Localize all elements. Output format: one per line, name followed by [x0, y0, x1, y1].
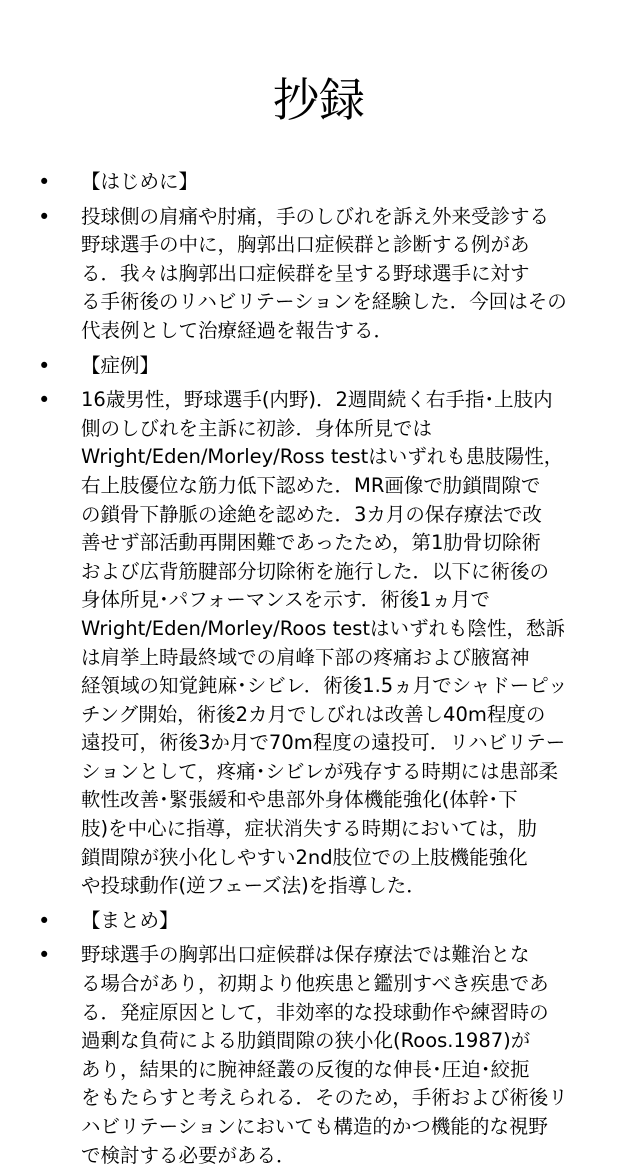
- bullet-line: 【はじめに】: [81, 170, 199, 193]
- bullet-line: 遠投可，術後3か月で70m程度の遠投可．リハビリテー: [81, 731, 566, 755]
- bullet-line: 鎖間隙が狭小化しやすい2nd肢位での上肢機能強化: [81, 845, 528, 869]
- bullet-text: [81, 907, 601, 936]
- bullet-line: をもたらすと考えられる．そのため，手術および術後リ: [81, 1086, 568, 1110]
- bullet-line: Wright/Eden/Morley/Roos testはいずれも陰性，愁訴: [81, 616, 566, 640]
- bullet-line: 【まとめ】: [81, 908, 179, 932]
- slide-title: 抄録: [273, 73, 365, 127]
- bullet-line: 野球選手の中に，胸郭出口症候群と診断する例があ: [81, 233, 530, 257]
- bullet-line: 過剰な負荷による肋鎖間隙の狭小化(Roos.1987)が: [81, 1029, 531, 1053]
- bullet-item: [0, 352, 638, 381]
- bullet-text: [81, 203, 601, 346]
- bullet-line: ションとして，疼痛･シビレが残存する時期には患部柔: [81, 759, 558, 783]
- bullet-marker: •: [38, 204, 51, 229]
- bullet-item: [0, 168, 638, 197]
- bullet-line: あり，結果的に腕神経叢の反復的な伸長･圧迫･絞扼: [81, 1057, 530, 1081]
- bullet-line: る．発症原因として，非効率的な投球動作や練習時の: [81, 1000, 549, 1024]
- bullet-line: る手術後のリハビリテーションを経験した．今回はその: [81, 290, 567, 314]
- bullet-text: [81, 352, 601, 381]
- bullet-line: および広背筋腱部分切除術を施行した．以下に術後の: [81, 559, 550, 583]
- bullet-line: 身体所見･パフォーマンスを示す．術後1ヵ月で: [81, 588, 491, 612]
- bullet-line: ハビリテーションにおいても構造的かつ機能的な視野: [81, 1115, 548, 1138]
- bullet-line: 野球選手の胸郭出口症候群は保存療法では難治とな: [81, 943, 530, 967]
- bullet-item: [0, 203, 638, 346]
- bullet-line: 投球側の肩痛や肘痛，手のしびれを訴え外来受診する: [81, 204, 550, 228]
- bullet-line: 軟性改善･緊張緩和や患部外身体機能強化(体幹･下: [81, 788, 518, 812]
- bullet-line: 16歳男性，野球選手(内野)．2週間続く右手指･上肢内: [81, 388, 553, 412]
- bullet-text: [81, 168, 601, 197]
- bullet-marker: •: [38, 170, 51, 194]
- bullet-line: る場合があり，初期より他疾患と鑑別すべき疾患であ: [81, 972, 549, 996]
- bullet-line: や投球動作(逆フェーズ法)を指導した．: [81, 874, 426, 898]
- bullet-line: 経領域の知覚鈍麻･シビレ．術後1.5ヵ月でシャドーピッ: [81, 674, 568, 698]
- bullet-line: 善せず部活動再開困難であったため，第1肋骨切除術: [81, 531, 541, 555]
- bullet-item: [0, 907, 638, 936]
- bullet-item: [0, 941, 638, 1170]
- bullet-line: で検討する必要がある．: [81, 1143, 296, 1167]
- bullet-line: 【症例】: [81, 353, 160, 377]
- bullet-marker: •: [38, 908, 51, 933]
- bullet-line: は肩挙上時最終域での肩峰下部の疼痛および腋窩神: [81, 645, 530, 669]
- bullet-line: の鎖骨下静脈の途絶を認めた．3カ月の保存療法で改: [81, 502, 542, 526]
- bullet-line: 代表例として治療経過を報告する．: [81, 318, 394, 342]
- bullet-marker: •: [38, 943, 51, 968]
- bullet-list: [0, 168, 638, 1176]
- bullet-text: [81, 386, 601, 901]
- bullet-line: Wright/Eden/Morley/Ross testはいずれも患肢陽性，: [81, 445, 564, 469]
- bullet-item: [0, 386, 638, 901]
- bullet-marker: •: [38, 388, 51, 413]
- bullet-line: 肢)を中心に指導，症状消失する時期においては，肋: [81, 817, 538, 841]
- bullet-marker: •: [38, 353, 51, 378]
- bullet-line: チング開始，術後2カ月でしびれは改善し40m程度の: [81, 702, 546, 726]
- bullet-text: [81, 941, 601, 1170]
- bullet-line: 側のしびれを主訴に初診．身体所見では: [81, 416, 433, 440]
- bullet-line: 右上肢優位な筋力低下認めた．MR画像で肋鎖間隙で: [81, 473, 541, 497]
- bullet-line: る．我々は胸郭出口症候群を呈する野球選手に対す: [81, 261, 530, 285]
